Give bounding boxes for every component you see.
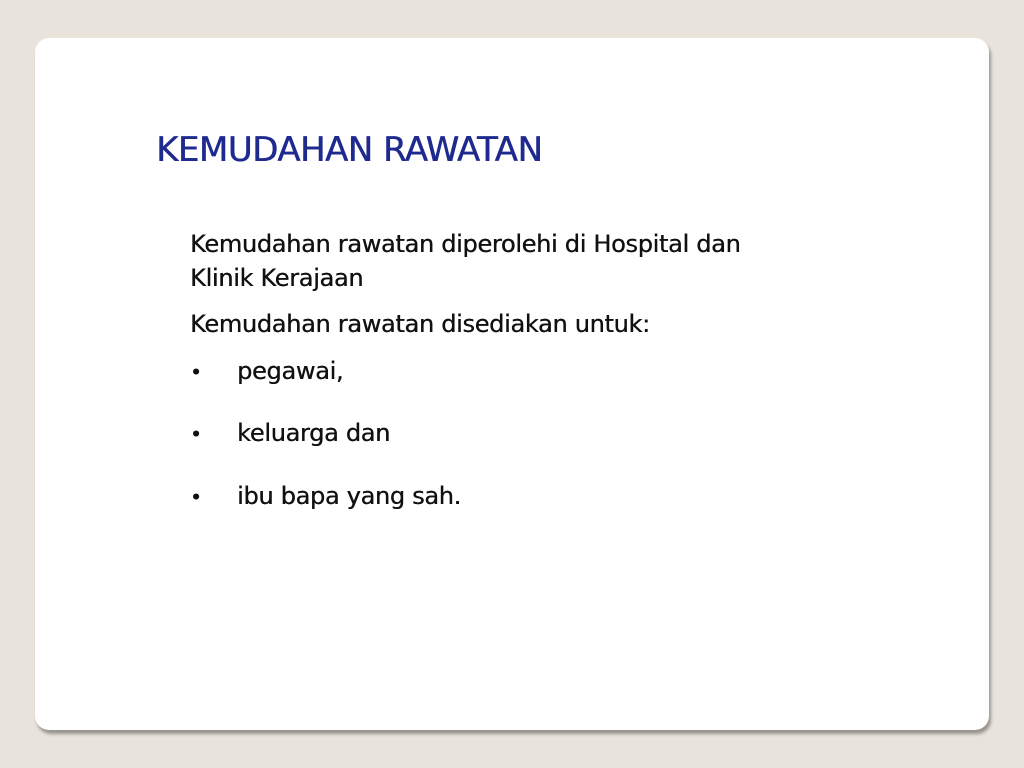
bullet-icon: • (190, 422, 202, 447)
slide-content (190, 228, 790, 543)
eligible-list (190, 355, 790, 514)
paragraph-hospital-clinic: Kemudahan rawatan diperolehi di Hospital dan Klinik Kerajaan (190, 230, 741, 292)
list-item-label: keluarga dan (237, 419, 390, 448)
list-item-label: pegawai, (237, 356, 344, 385)
list-item-label: ibu bapa yang sah. (237, 481, 461, 510)
list-item (190, 417, 790, 451)
slide-title: KEMUDAHAN RAWATAN (156, 130, 543, 170)
bullet-icon: • (190, 484, 202, 509)
slide-card (35, 38, 989, 730)
list-item (190, 480, 790, 514)
bullet-icon: • (190, 359, 202, 384)
list-item (190, 355, 790, 389)
paragraph-provided-for: Kemudahan rawatan disediakan untuk: (190, 310, 650, 339)
